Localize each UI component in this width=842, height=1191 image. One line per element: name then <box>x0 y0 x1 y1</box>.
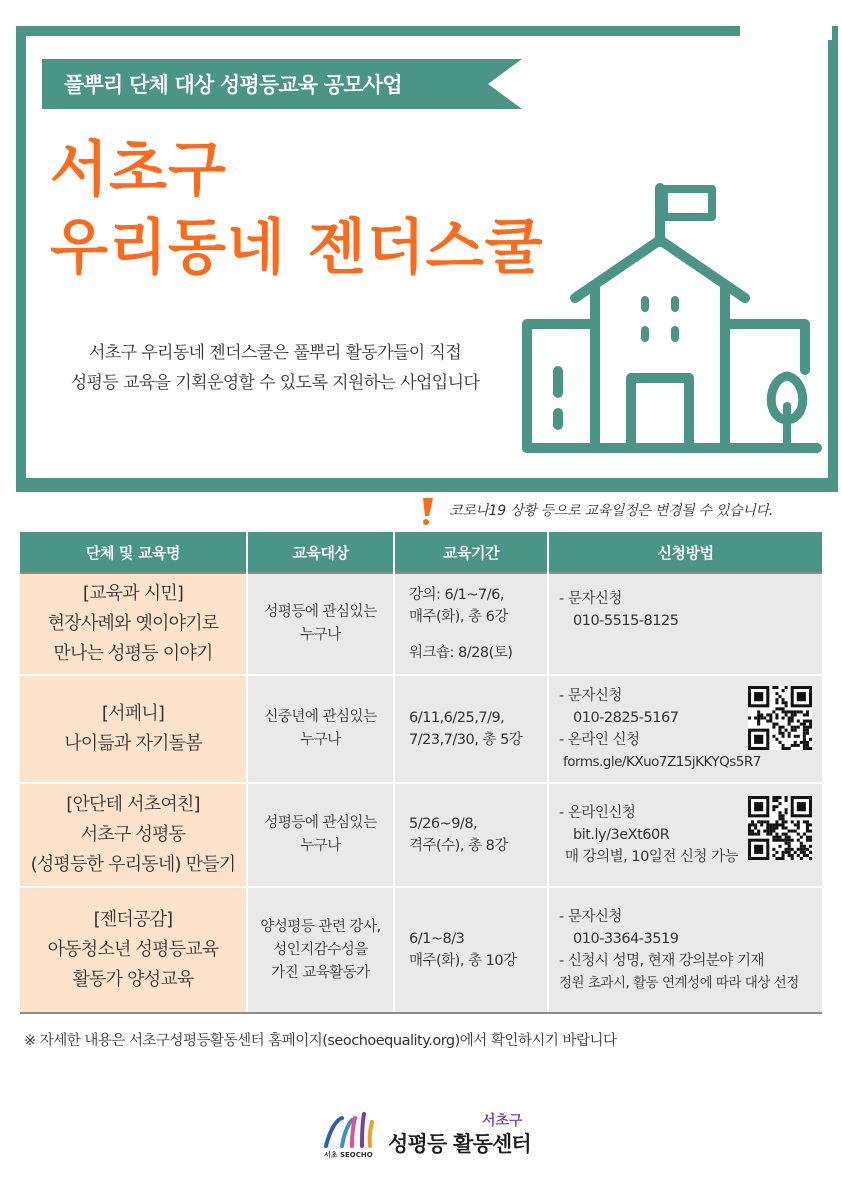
period-cell <box>394 783 548 887</box>
apply-link[interactable]: bit.ly/3eXt60R <box>573 827 670 843</box>
apply-line: 정원 초과시, 활동 연계성에 따라 대상 선정 <box>559 975 799 991</box>
qr-code-icon[interactable] <box>748 686 812 750</box>
apply-line: 매 강의별, 10일전 신청 가능 <box>565 849 739 865</box>
period-line: 매주(화), 총 10강 <box>409 953 517 969</box>
application-cell <box>548 675 822 783</box>
program-name-line: [젠더공감] <box>93 909 173 930</box>
target-cell <box>247 573 394 675</box>
hero-description-line2: 성평등 교육을 기획운영할 수 있도록 지원하는 사업입니다 <box>70 373 480 393</box>
target-cell <box>247 675 394 783</box>
page-title-line2: 우리동네 젠더스쿨 <box>50 213 544 283</box>
footnote: ※ 자세한 내용은 서초구성평등활동센터 홈페이지(seochoequality.org)에서 확인하시기 바랍니다 <box>24 1033 617 1049</box>
program-table <box>20 532 822 1014</box>
program-name-cell <box>20 783 247 887</box>
logo-top-text: 서초구 <box>482 1113 523 1129</box>
table-row <box>20 573 822 675</box>
target-line: 신중년에 관심있는 <box>264 709 377 725</box>
exclamation-icon <box>415 496 439 526</box>
application-cell <box>548 783 822 887</box>
program-name-line: 현장사례와 옛이야기로 <box>47 613 219 634</box>
target-line: 누구나 <box>300 627 341 643</box>
apply-line: - 문자신청 <box>559 591 622 607</box>
banner <box>42 59 522 109</box>
school-building-icon <box>515 180 827 460</box>
logo-small-text: 서초 SEOCHO <box>324 1151 373 1159</box>
table-row <box>20 675 822 783</box>
apply-phone[interactable]: 010-3364-3519 <box>573 931 679 947</box>
program-name-cell <box>20 887 247 1013</box>
apply-phone[interactable]: 010-2825-5167 <box>573 710 679 726</box>
target-line: 성평등에 관심있는 <box>264 815 377 831</box>
apply-line: - 문자신청 <box>559 688 622 704</box>
page-title-line1: 서초구 <box>50 135 227 205</box>
hero-description-line1: 서초구 우리동네 젠더스쿨은 풀뿌리 활동가들이 직접 <box>88 343 462 363</box>
program-name-line: 나이듦과 자기돌봄 <box>64 733 202 754</box>
program-name-cell <box>20 573 247 675</box>
notice-text: 코로나19 상황 등으로 교육일정은 변경될 수 있습니다. <box>449 503 773 519</box>
period-spacer <box>409 628 546 642</box>
apply-line: - 신청시 성명, 현재 강의분야 기재 <box>559 953 764 969</box>
target-line: 양성평등 관련 강사, <box>260 918 381 935</box>
program-name-line: [교육과 시민] <box>82 583 184 604</box>
logo-mark-icon <box>322 1110 382 1150</box>
period-cell <box>394 887 548 1013</box>
period-line: 6/1~8/3 <box>409 931 465 947</box>
program-name-line: 아동청소년 성평등교육 <box>47 939 219 960</box>
apply-line: - 온라인신청 <box>559 805 636 821</box>
program-name-line: 활동가 양성교육 <box>72 969 194 990</box>
period-line: 5/26~9/8, <box>409 816 478 832</box>
logo-main-text: 성평등 활동센터 <box>388 1132 531 1156</box>
apply-link[interactable]: forms.gle/KXuo7Z15jKKYQs5R7 <box>563 754 761 770</box>
program-name-line: (성평등한 우리동네) 만들기 <box>30 854 236 875</box>
target-cell <box>247 887 394 1013</box>
application-cell <box>548 573 822 675</box>
target-line: 누구나 <box>300 732 341 748</box>
period-line: 6/11,6/25,7/9, <box>409 710 505 726</box>
table-header-row <box>20 532 822 573</box>
header-target: 교육대상 <box>247 532 394 573</box>
target-cell <box>247 783 394 887</box>
program-name-cell <box>20 675 247 783</box>
apply-line: - 문자신청 <box>559 909 622 925</box>
header-application: 신청방법 <box>548 532 822 573</box>
target-line: 성평등에 관심있는 <box>264 604 377 620</box>
banner-text: 풀뿌리 단체 대상 성평등교육 공모사업 <box>64 73 402 97</box>
qr-code-icon[interactable] <box>748 796 812 860</box>
program-name-line: 만나는 성평등 이야기 <box>53 643 213 664</box>
program-name-line: 서초구 성평동 <box>80 824 186 845</box>
seocho-equality-center-logo <box>322 1110 532 1162</box>
table-row <box>20 783 822 887</box>
period-line: 워크숍: 8/28(토) <box>409 645 513 661</box>
hero-frame-gap <box>740 22 832 40</box>
program-name-line: [서페니] <box>101 703 165 724</box>
target-line: 누구나 <box>300 838 341 854</box>
period-cell <box>394 675 548 783</box>
period-cell <box>394 573 548 675</box>
period-line: 격주(수), 총 8강 <box>409 838 508 854</box>
period-line: 매주(화), 총 6강 <box>409 609 508 625</box>
period-line: 7/23,7/30, 총 5강 <box>409 732 523 748</box>
header-program-name: 단체 및 교육명 <box>20 532 247 573</box>
apply-line: - 온라인 신청 <box>559 732 640 748</box>
header-period: 교육기간 <box>394 532 548 573</box>
target-line: 성인지감수성을 <box>273 941 368 958</box>
hero-description <box>40 338 510 398</box>
table-row <box>20 887 822 1013</box>
application-cell <box>548 887 822 1013</box>
apply-phone[interactable]: 010-5515-8125 <box>573 613 679 629</box>
period-line: 강의: 6/1~7/6, <box>409 587 504 603</box>
program-name-line: [안단테 서초여친] <box>66 794 200 815</box>
target-line: 가진 교육활동가 <box>271 964 370 981</box>
